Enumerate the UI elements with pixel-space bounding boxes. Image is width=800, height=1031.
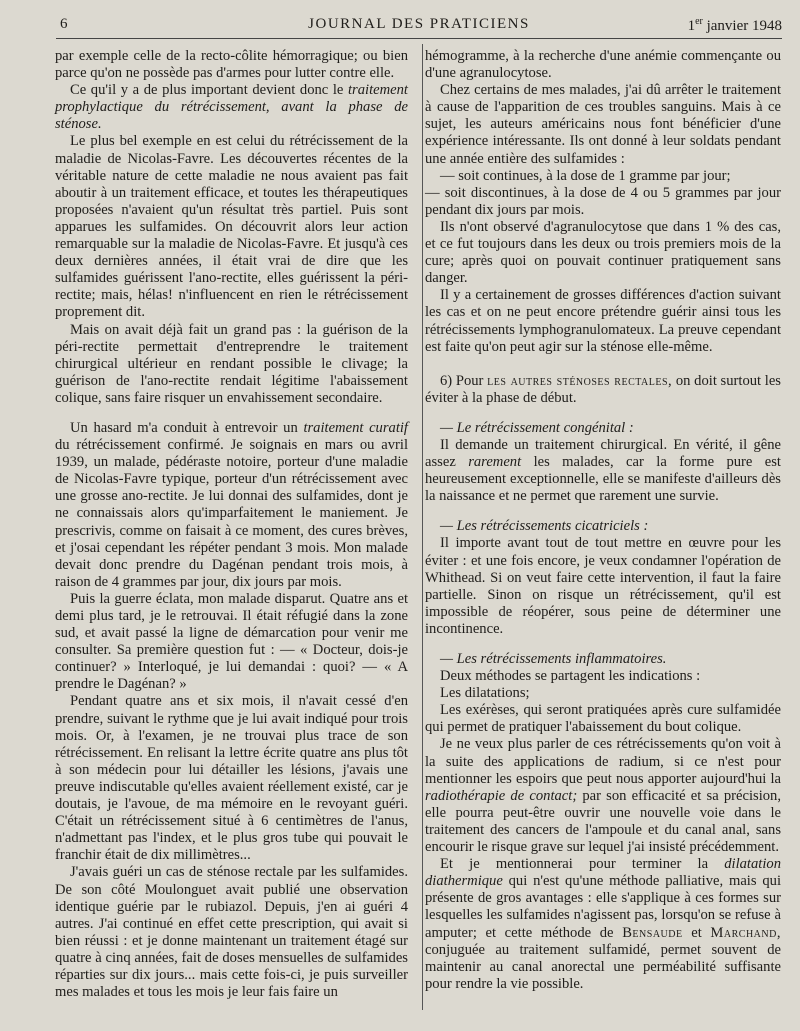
paragraph: Il importe avant tout de tout mettre en œuvre pour les éviter : et une fois encore, je veux condamner l'opération de Whithead. Si on veut faire cette intervention, il faut la faire partielle. Sinon on risque un rétrécissement, qu'il est impossible de réopérer, sous peine de déterminer une incontinence. bbox=[425, 535, 781, 637]
paragraph bbox=[425, 736, 781, 856]
page-number: 6 bbox=[60, 16, 68, 32]
paragraph: Pendant quatre ans et six mois, il n'avait cessé d'en prendre, suivant le rythme que je lui avait indiqué pour trois mois. Or, à l'examen, je ne trouvai plus trace de son rétrécissement. En relisant la lettre écrite quatre ans plus tôt à son médecin pour lui détailler les lésions, j'avais une preuve indiscutable qu'elles avaient réellement existé, car je doutais, je l'avoue, de ma mémoire en le revoyant guéri. C'était un rétrécissement situé à 6 centimètres de l'anus, n'admettant pas l'index, et le plus gros tube qui pouvait le franchir était de dix millimètres... bbox=[55, 693, 408, 864]
paragraph: Chez certains de mes malades, j'ai dû arrêter le traitement à cause de l'apparition de ces troubles sanguins. Mais à ce sujet, les auteurs américains nous font bénéficier d'une expérience intéressante. Ils ont donné à leur soldats pendant une année entière des sulfamides : bbox=[425, 82, 781, 167]
text-run: qui n'est qu'une méthode palliative, mais qui présente de gros avantages : elle s'applique à ces formes sur lesquelles les sulfamides n'agissent pas, lorsqu'on se refuse à amputer; et cette méthode de bbox=[425, 873, 781, 941]
column-divider bbox=[422, 44, 423, 1010]
right-column bbox=[425, 48, 781, 993]
date-ordinal: er bbox=[695, 16, 703, 27]
paragraph: — soit discontinues, à la dose de 4 ou 5 grammes par jour pendant dix jours par mois. bbox=[425, 184, 781, 218]
emphasis: rarement bbox=[468, 454, 522, 471]
emphasis: — Les rétrécissements cicatriciels : bbox=[440, 518, 649, 535]
subheading bbox=[425, 651, 781, 668]
date-rest: janvier 1948 bbox=[702, 18, 782, 34]
text-run: Ce qu'il y a de plus important devient donc le bbox=[70, 82, 348, 99]
issue-date bbox=[688, 16, 782, 35]
paragraph: — soit continues, à la dose de 1 gramme par jour; bbox=[440, 167, 731, 184]
text-run: les malades, car la forme pure est heureusement exceptionnelle, elle se manifeste d'ailleurs dès la naissance et ne permet que rarement une survie. bbox=[425, 454, 781, 505]
paragraph bbox=[425, 437, 781, 505]
paragraph bbox=[55, 420, 408, 591]
author-name: Marchand, bbox=[710, 924, 781, 941]
paragraph: Ils n'ont observé d'agranulocytose que dans 1 % des cas, et ce fut toujours dans les deux ou trois premiers mois de la cure; après quoi on pouvait continuer pratiquement sans danger. bbox=[425, 218, 781, 287]
paragraph: Il y a certainement de grosses différences d'action suivant les cas et on ne peut encore prétendre guérir ainsi tous les rétrécissements lymphogranulomateux. La preuve cependant est faite qu'on peut agir sur la sténose elle-même. bbox=[425, 287, 781, 355]
paragraph: J'avais guéri un cas de sténose rectale par les sulfamides. De son côté Moulonguet avait publié une observation identique guérie par le rubiazol. Depuis, j'en ai guéri 4 autres. J'ai continué en effet cette prescription, qui avait si bien réussi : et je donne maintenant un traitement étagé sur quatre à cinq années, fait de doses mensuelles de sulfamides réparties sur dix jours... mais cette fois-ci, je puis surveiller mes malades et tous les mois je leur fais faire un bbox=[55, 864, 408, 1001]
text-run: Il demande un traitement chirurgical. En vérité, il gêne assez bbox=[425, 436, 781, 471]
emphasis: dilatation diathermique bbox=[425, 856, 781, 890]
paragraph: Le plus bel exemple en est celui du rétrécissement de la maladie de Nicolas-Favre. Les découvertes récentes de la véritable nature de cette maladie ne nous avaient pas fait aboutir à un traitement efficace, et toutes les thérapeutiques proposées n'avaient qu'un résultat très partiel. Puis sont apparues les sulfamides. On découvrit alors leur action remarquable sur la maladie de Nicolas-Favre. Et jusqu'à ces deux dernières années, il était vrai de dire que les sulfamides guérissent l'ano-rectite, elles guérissent la péri-rectite; mais, hélas! n'influencent en rien le rétrécissement proprement dit. bbox=[55, 133, 408, 321]
emphasis: traitement curatif bbox=[303, 419, 408, 436]
left-column bbox=[55, 48, 408, 1001]
text-run: par son efficacité et sa précision, elle pourra peut-être ouvrir une nouvelle voie dans le traitement des cancers de l'ampoule et du canal anal, sans encourir le risque grave sur lequel j'ai insisté précédemment. bbox=[425, 787, 781, 856]
page-header bbox=[56, 12, 782, 38]
emphasis: traitement prophylactique du rétrécissement, avant la phase de sténose. bbox=[55, 82, 408, 133]
paragraph: par exemple celle de la recto-côlite hémorragique; ou bien parce qu'on ne possède pas d'armes pour lutter contre elle. bbox=[55, 48, 408, 82]
text-run: 6) Pour bbox=[440, 372, 488, 389]
emphasis: — Le rétrécissement congénital : bbox=[440, 419, 634, 436]
emphasis: radiothérapie de contact; bbox=[425, 787, 578, 804]
header-rule bbox=[56, 38, 782, 39]
author-name: Bensaude bbox=[622, 924, 683, 941]
subheading bbox=[425, 518, 781, 535]
text-run: Un hasard m'a conduit à entrevoir un bbox=[70, 419, 304, 436]
section-heading-paragraph bbox=[425, 373, 781, 407]
paragraph: Mais on avait déjà fait un grand pas : la guérison de la péri-rectite permettait d'entreprendre le traitement chirurgical ultérieur en rendant possible le clivage; la guérison de l'ano-rectite rendait légitime l'abaissement colique, sans faire risquer un envahissement secondaire. bbox=[55, 321, 408, 406]
text-run: du rétrécissement confirmé. Je soignais en mars ou avril 1939, un malade, pédéraste notoire, porteur d'une maladie de Nicolas-Favre typique, porteur d'un rétrécissement avec une grosse ano-rectite. Je lui donnai des sulfamides, dont je ne connaissais alors qu'imparfaitement le maniement. Je prescrivis, comme on faisait à ce moment, des cures brèves, et j'osai cependant les répéter pendant 3 mois. Mon malade devait donc prendre du Dagénan pendant trois mois, à raison de 4 grammes par jour, dix jours par mois. bbox=[55, 437, 408, 590]
paragraph: Les dilatations; bbox=[440, 685, 530, 702]
emphasis: — Les rétrécissements inflammatoires. bbox=[440, 651, 667, 667]
paragraph: hémogramme, à la recherche d'une anémie commençante ou d'une agranulocytose. bbox=[425, 48, 781, 82]
paragraph bbox=[425, 856, 781, 993]
journal-title: JOURNAL DES PRATICIENS bbox=[308, 16, 530, 32]
text-run: on doit surtout les éviter à la phase de début. bbox=[425, 372, 781, 406]
paragraph bbox=[55, 82, 408, 133]
date-day: 1 bbox=[687, 18, 696, 34]
text-run: conjuguée au traitement sulfamidé, permet souvent de maintenir au canal anorectal une perméabilité suffisante pour rendre la vie possible. bbox=[425, 941, 781, 992]
text-run: Je ne veux plus parler de ces rétrécissements qu'on voit à la suite des applications de radium, si ce n'est pour mentionner les espoirs que peut nous apporter aujourd'hui la bbox=[425, 736, 781, 787]
paragraph: Puis la guerre éclata, mon malade disparut. Quatre ans et demi plus tard, je le retrouvai. Il était réfugié dans la zone sud, et avait passé la ligne de démarcation pour venir me consulter. Sa première question fut : — « Docteur, dois-je continuer? » Interloqué, je lui demandai : quoi? — « A prendre le Dagénan? » bbox=[55, 590, 408, 693]
text-run: et bbox=[682, 924, 711, 941]
paragraph: Deux méthodes se partagent les indications : bbox=[440, 668, 701, 685]
subheading bbox=[425, 420, 781, 437]
text-run: Et je mentionnerai pour terminer la bbox=[440, 856, 725, 873]
paragraph: Les exérèses, qui seront pratiquées après cure sulfamidée qui permet de pratiquer l'abaissement du bout colique. bbox=[425, 702, 781, 736]
small-caps-heading: les autres sténoses rectales, bbox=[487, 372, 673, 389]
